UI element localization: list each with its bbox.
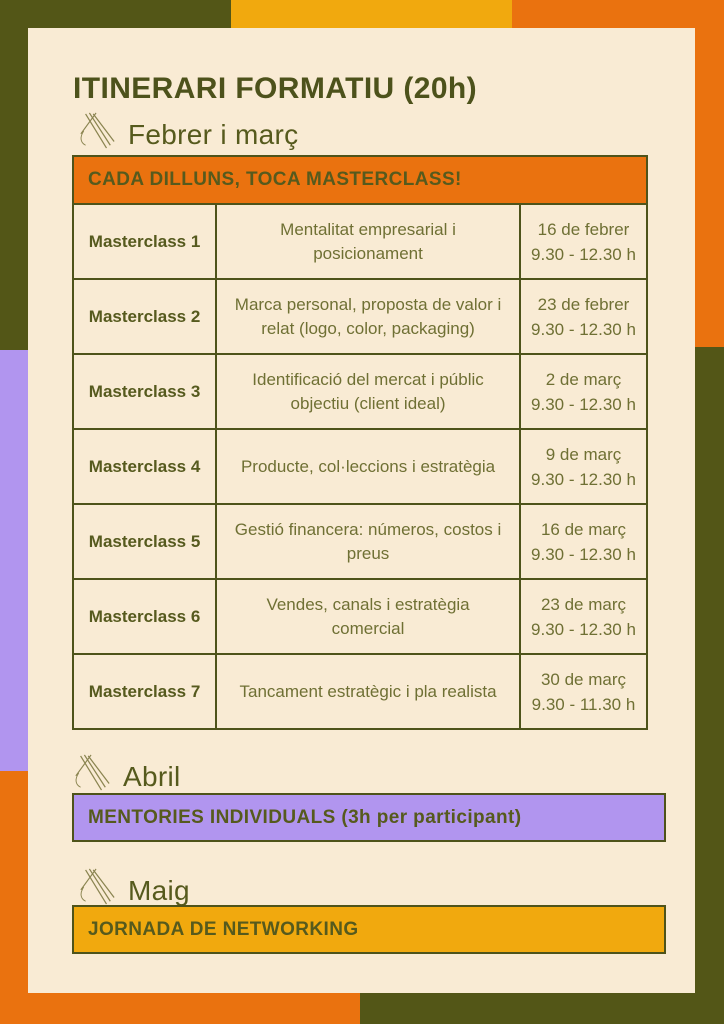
- masterclass-time: 9.30 - 12.30 h: [531, 469, 636, 489]
- masterclass-name: Masterclass 6: [73, 579, 216, 654]
- background-block-left-purple: [0, 350, 28, 771]
- networking-banner: JORNADA DE NETWORKING: [72, 905, 666, 954]
- table-row: [73, 279, 647, 354]
- masterclass-topic: Mentalitat empresarial i posicionament: [216, 204, 520, 279]
- masterclass-schedule-table: [72, 155, 648, 730]
- masterclass-date: 30 de març: [540, 669, 626, 689]
- masterclass-date-time: [520, 279, 647, 354]
- table-row: [73, 579, 647, 654]
- background-block-left-orange: [0, 771, 28, 1024]
- masterclass-time: 9.30 - 12.30 h: [531, 544, 636, 564]
- background-block-top-amber: [231, 0, 512, 28]
- masterclass-date-time: [520, 429, 647, 504]
- table-row: [73, 504, 647, 579]
- background-block-right-orange: [695, 0, 724, 347]
- masterclass-name: Masterclass 2: [73, 279, 216, 354]
- masterclass-topic: Gestió financera: números, costos i preus: [216, 504, 520, 579]
- masterclass-date: 23 de març: [540, 594, 626, 614]
- masterclass-date-time: [520, 579, 647, 654]
- masterclass-date: 16 de febrer: [537, 219, 630, 239]
- masterclass-date: 23 de febrer: [537, 294, 630, 314]
- masterclass-name: Masterclass 5: [73, 504, 216, 579]
- masterclass-topic: Tancament estratègic i pla realista: [216, 654, 520, 729]
- section-heading-label: Maig: [128, 874, 190, 906]
- table-row: [73, 204, 647, 279]
- section-heading-label: Abril: [123, 760, 181, 792]
- masterclass-name: Masterclass 3: [73, 354, 216, 429]
- masterclass-topic: Producte, col·leccions i estratègia: [216, 429, 520, 504]
- background-block-bottom-olive: [360, 993, 724, 1024]
- masterclass-topic: Identificació del mercat i públic objectiu (client ideal): [216, 354, 520, 429]
- masterclass-date-time: [520, 654, 647, 729]
- table-header-banner: CADA DILLUNS, TOCA MASTERCLASS!: [73, 156, 647, 204]
- masterclass-time: 9.30 - 11.30 h: [531, 694, 636, 714]
- masterclass-time: 9.30 - 12.30 h: [531, 319, 636, 339]
- background-block-top-olive: [0, 0, 231, 28]
- page-title: ITINERARI FORMATIU (20h): [73, 72, 478, 105]
- masterclass-time: 9.30 - 12.30 h: [531, 619, 636, 639]
- masterclass-date-time: [520, 204, 647, 279]
- background-block-right-olive: [695, 347, 724, 1024]
- table-header-row: [73, 156, 647, 204]
- table-row: [73, 354, 647, 429]
- background-block-left-olive: [0, 0, 28, 350]
- masterclass-date: 2 de març: [545, 369, 622, 389]
- masterclass-date-time: [520, 504, 647, 579]
- masterclass-date: 9 de març: [545, 444, 622, 464]
- masterclass-name: Masterclass 1: [73, 204, 216, 279]
- table-row: [73, 429, 647, 504]
- masterclass-topic: Vendes, canals i estratègia comercial: [216, 579, 520, 654]
- masterclass-date-time: [520, 354, 647, 429]
- content-card: [28, 28, 695, 993]
- background-block-bottom-orange: [0, 993, 360, 1024]
- section-heading-febrer-marc: [78, 110, 298, 159]
- mentories-banner: MENTORIES INDIVIDUALS (3h per participant): [72, 793, 666, 842]
- section-heading-label: Febrer i març: [128, 118, 299, 150]
- pencil-sketch-icon: [78, 110, 116, 159]
- background-block-top-orange: [512, 0, 724, 28]
- masterclass-name: Masterclass 7: [73, 654, 216, 729]
- masterclass-name: Masterclass 4: [73, 429, 216, 504]
- table-row: [73, 654, 647, 729]
- masterclass-time: 9.30 - 12.30 h: [531, 394, 636, 414]
- masterclass-time: 9.30 - 12.30 h: [531, 244, 636, 264]
- masterclass-topic: Marca personal, proposta de valor i relat (logo, color, packaging): [216, 279, 520, 354]
- masterclass-date: 16 de març: [540, 519, 626, 539]
